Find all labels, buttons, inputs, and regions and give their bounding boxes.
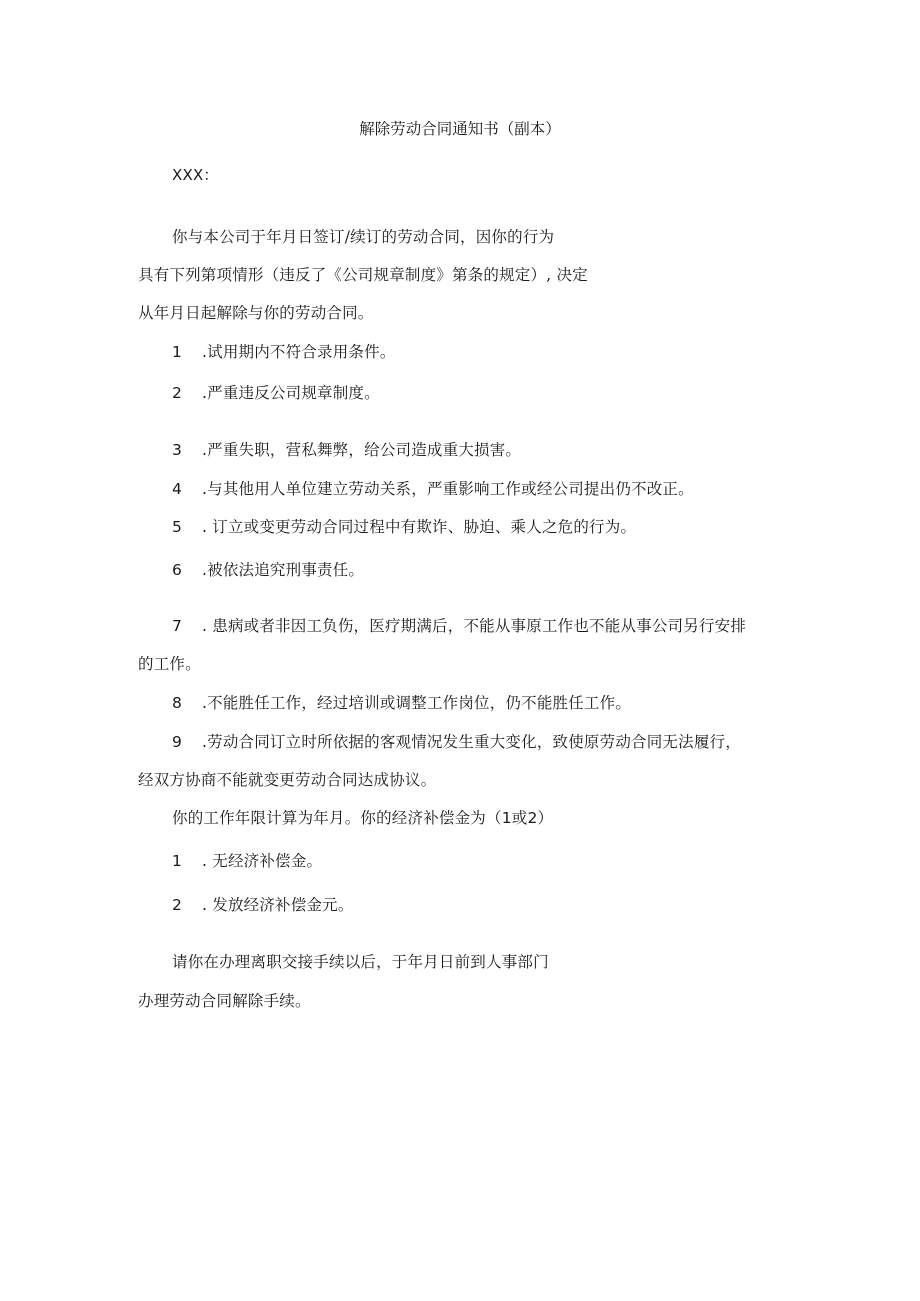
compensation-intro <box>172 808 553 828</box>
closing-line-1: 请你在办理离职交接手续以后，于年月日前到人事部门 <box>172 953 549 971</box>
reason-item-9-continuation: 经双方协商不能就变更劳动合同达成协议。 <box>138 771 437 789</box>
reason-text: .严重失职，营私舞弊，给公司造成重大损害。 <box>202 441 522 459</box>
reason-item-3 <box>172 440 521 460</box>
reason-text: .被依法追究刑事责任。 <box>202 561 365 579</box>
reason-number: 1 <box>172 343 183 361</box>
reason-item-9 <box>172 732 741 752</box>
reason-text: .与其他用人单位建立劳动关系，严重影响工作或经公司提出仍不改正。 <box>202 480 694 498</box>
reason-item-5 <box>172 517 636 537</box>
compensation-choice: （1或2） <box>486 809 554 827</box>
option-number: 1 <box>172 852 183 870</box>
salutation: XXX： <box>172 166 219 184</box>
intro-line-3: 从年月日起解除与你的劳动合同。 <box>138 304 374 322</box>
reason-text: . 患病或者非因工负伤，医疗期满后，不能从事原工作也不能从事公司另行安排 <box>202 617 747 635</box>
reason-item-7 <box>172 616 746 636</box>
reason-text: .劳动合同订立时所依据的客观情况发生重大变化，致使原劳动合同无法履行， <box>202 733 741 751</box>
compensation-intro-text: 你的工作年限计算为年月。你的经济补偿金为 <box>172 809 487 827</box>
option-text: . 无经济补偿金。 <box>202 852 323 870</box>
reason-item-2 <box>172 383 380 403</box>
reason-text: .试用期内不符合录用条件。 <box>202 343 396 361</box>
closing-line-2: 办理劳动合同解除手续。 <box>138 992 311 1010</box>
reason-number: 6 <box>172 561 183 579</box>
reason-number: 4 <box>172 480 183 498</box>
reason-number: 8 <box>172 694 183 712</box>
reason-text: .严重违反公司规章制度。 <box>202 384 380 402</box>
intro-line-2: 具有下列第项情形（违反了《公司规章制度》第条的规定）, 决定 <box>138 266 588 284</box>
reason-item-7-continuation: 的工作。 <box>138 655 201 673</box>
reason-text: .不能胜任工作，经过培训或调整工作岗位，仍不能胜任工作。 <box>202 694 632 712</box>
compensation-option-1 <box>172 851 322 871</box>
document-title: 解除劳动合同通知书（副本） <box>359 120 561 138</box>
reason-item-1 <box>172 342 396 362</box>
compensation-option-2 <box>172 895 354 915</box>
option-number: 2 <box>172 896 183 914</box>
reason-number: 3 <box>172 441 183 459</box>
reason-text: . 订立或变更劳动合同过程中有欺诈、胁迫、乘人之危的行为。 <box>202 518 637 536</box>
option-text: . 发放经济补偿金元。 <box>202 896 354 914</box>
reason-number: 9 <box>172 733 183 751</box>
reason-number: 2 <box>172 384 183 402</box>
reason-number: 5 <box>172 518 183 536</box>
reason-item-8 <box>172 693 631 713</box>
reason-item-6 <box>172 560 364 580</box>
intro-line-1: 你与本公司于年月日签订/续订的劳动合同，因你的行为 <box>172 228 555 246</box>
reason-item-4 <box>172 479 694 499</box>
reason-number: 7 <box>172 617 183 635</box>
